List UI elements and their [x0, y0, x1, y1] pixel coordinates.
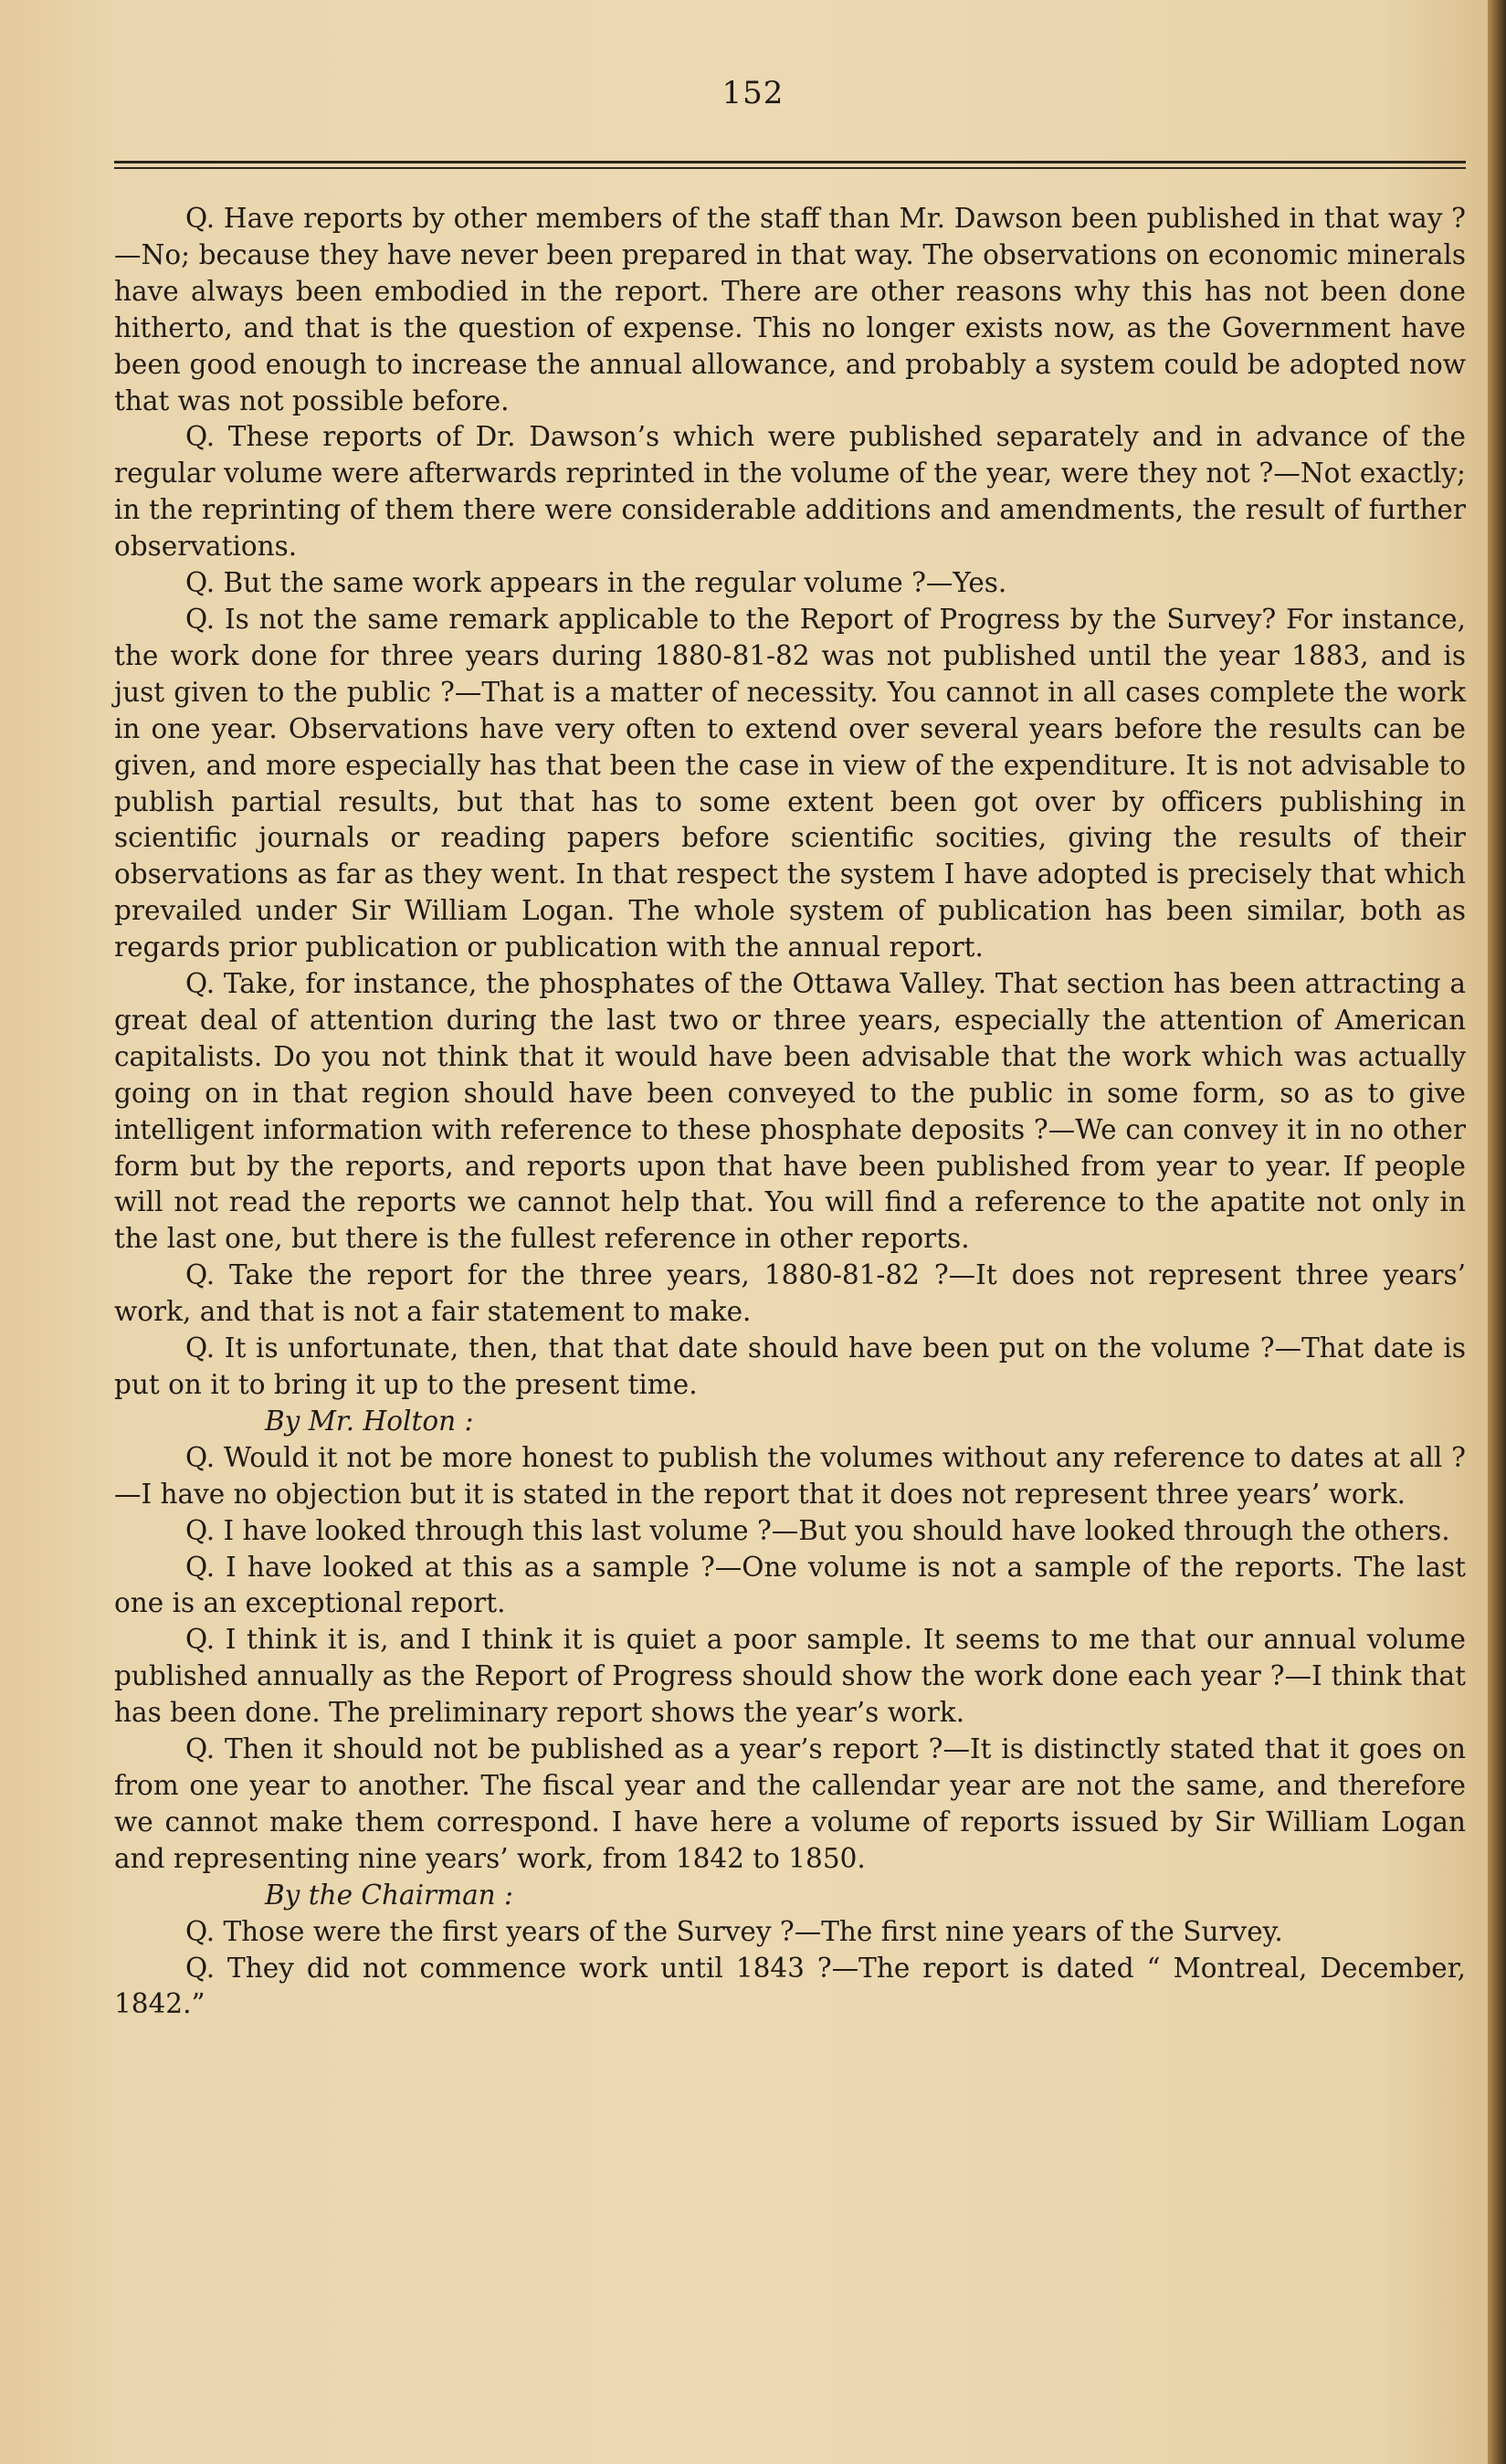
body-text [114, 201, 1466, 2023]
page-binding-edge [1488, 0, 1506, 2464]
qa-paragraph: Q. Take, for instance, the phosphates of the Ottawa Valley. That section has been attracting a great deal of attention during the last two or three years, especially the attention of American capitalists. Do you not think that it would have been advisable that the work which was actually going on in that region should have been conveyed to the public in some form, so as to give intelligent information with reference to these phosphate deposits ?—We can convey it in no other form but by the reports, and reports upon that have been published from year to year. If people will not read the reports we cannot help that. You will find a reference to the apatite not only in the last one, but there is the fullest reference in other reports. [114, 968, 1466, 1255]
page-number: 152 [721, 75, 785, 111]
qa-paragraph: Q. They did not commence work until 1843 ?—The report is dated “ Montreal, December, 1842.” [114, 1952, 1466, 2020]
qa-paragraph: Q. I have looked at this as a sample ?—One volume is not a sample of the reports. The last one is an exceptional report. [114, 1551, 1466, 1619]
qa-paragraph: Q. Those were the first years of the Survey ?—The first nine years of the Survey. [185, 1915, 1283, 1947]
qa-paragraph: Q. Then it should not be published as a year’s report ?—It is distinctly stated that it goes on from one year to another. The fiscal year and the callendar year are not the same, and therefore we cannot make them correspond. I have here a volume of reports issued by Sir William Logan and representing nine years’ work, from 1842 to 1850. [114, 1733, 1466, 1874]
qa-paragraph: Q. It is unfortunate, then, that that date should have been put on the volume ?—That date is put on it to bring it up to the present time. [114, 1332, 1466, 1400]
qa-paragraph: Q. These reports of Dr. Dawson’s which were published separately and in advance of the regular volume were afterwards reprinted in the volume of the year, were they not ?—Not exactly; in the reprinting of them there were considerable additions and amendments, the result of further observations. [114, 421, 1466, 563]
qa-paragraph: Q. I think it is, and I think it is quiet a poor sample. It seems to me that our annual volume published annually as the Report of Progress should show the work done each year ?—I think that has been done. The preliminary report shows the year’s work. [114, 1624, 1466, 1729]
qa-paragraph: Q. Is not the same remark applicable to the Report of Progress by the Survey? For instance, the work done for three years during 1880-81-82 was not published until the year 1883, and is just given to the public ?—That is a matter of necessity. You cannot in all cases complete the work in one year. Observations have very often to extend over several years before the results can be given, and more especially has that been the case in view of the expenditure. It is not advisable to publish partial results, but that has to some extent been got over by officers publishing in scientific journals or reading papers before scientific socities, giving the results of their observations as far as they went. In that respect the system I have adopted is precisely that which prevailed under Sir William Logan. The whole system of publication has been similar, both as regards prior publication or publication with the annual report. [114, 603, 1466, 963]
qa-paragraph: Q. I have looked through this last volume ?—But you should have looked through the others. [185, 1514, 1450, 1546]
header-rule-thin [114, 167, 1466, 169]
qa-paragraph: Q. Would it not be more honest to publish the volumes without any reference to dates at all ?—I have no objection but it is stated in the report that it does not represent three years’ work. [114, 1441, 1466, 1510]
header-rule [114, 161, 1466, 163]
speaker-heading: By Mr. Holton : [265, 1405, 474, 1437]
speaker-heading: By the Chairman : [265, 1879, 513, 1911]
qa-paragraph: Q. Have reports by other members of the staff than Mr. Dawson been published in that way ?—No; because they have never been prepared in that way. The observations on economic minerals have always been embodied in the report. There are other reasons why this has not been done hitherto, and that is the question of expense. This no longer exists now, as the Government have been good enough to increase the annual allowance, and probably a system could be adopted now that was not possible before. [114, 203, 1466, 416]
qa-paragraph: Q. Take the report for the three years, 1880-81-82 ?—It does not represent three years’ work, and that is not a fair statement to make. [114, 1259, 1466, 1328]
qa-paragraph: Q. But the same work appears in the regular volume ?—Yes. [185, 567, 1007, 599]
